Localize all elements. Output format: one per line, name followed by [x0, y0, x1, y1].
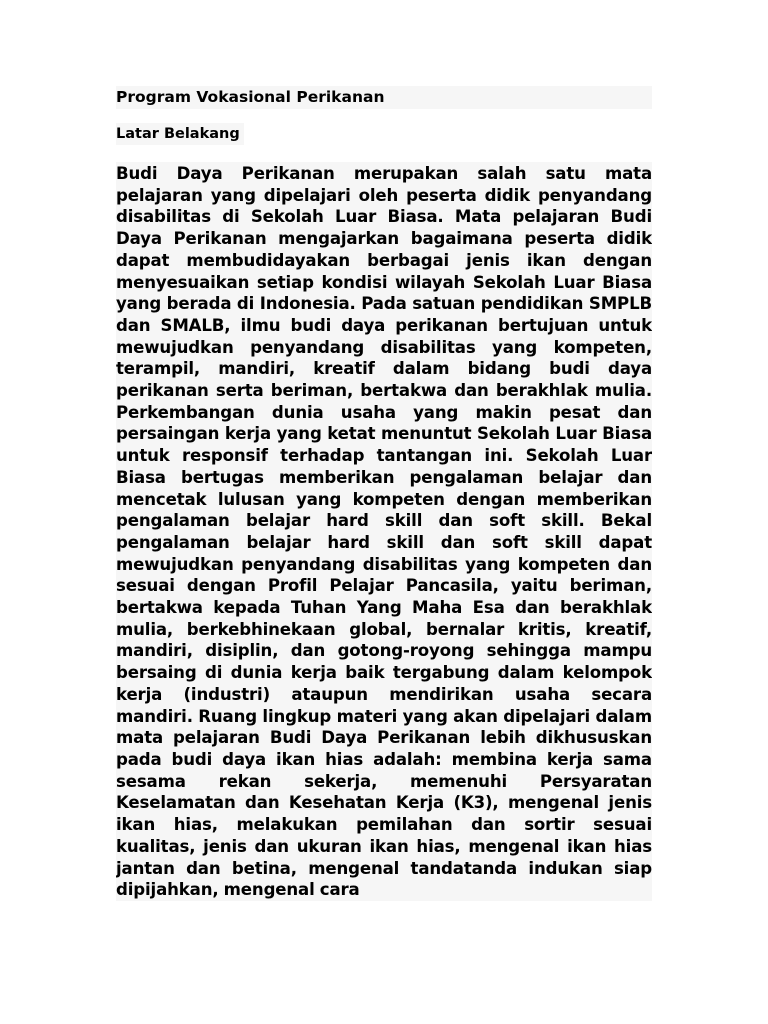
section-heading: Latar Belakang — [116, 123, 244, 145]
document-title: Program Vokasional Perikanan — [116, 86, 652, 109]
body-paragraph: Budi Daya Perikanan merupakan salah satu mata pelajaran yang dipelajari oleh peserta didik penyandang disabilitas di Sekolah Luar Biasa. Mata pelajaran Budi Daya Perikanan mengajarkan bagaimana peserta didik dapat membudidayakan berbagai jenis ikan dengan menyesuaikan setiap kondisi wilayah Sekolah Luar Biasa yang berada di Indonesia. Pada satuan pendidikan SMPLB dan SMALB, ilmu budi daya perikanan bertujuan untuk mewujudkan penyandang disabilitas yang kompeten, terampil, mandiri, kreatif dalam bidang budi daya perikanan serta beriman, bertakwa dan berakhlak mulia. Perkembangan dunia usaha yang makin pesat dan persaingan kerja yang ketat menuntut Sekolah Luar Biasa untuk responsif terhadap tantangan ini. Sekolah Luar Biasa bertugas memberikan pengalaman belajar dan mencetak lulusan yang kompeten dengan memberikan pengalaman belajar hard skill dan soft skill. Bekal pengalaman belajar hard skill dan soft skill dapat mewujudkan penyandang disabilitas yang kompeten dan sesuai dengan Profil Pelajar Pancasila, yaitu beriman, bertakwa kepada Tuhan Yang Maha Esa dan berakhlak mulia, berkebhinekaan global, bernalar kritis, kreatif, mandiri, disiplin, dan gotong-royong sehingga mampu bersaing di dunia kerja baik tergabung dalam kelompok kerja (industri) ataupun mendirikan usaha secara mandiri. Ruang lingkup materi yang akan dipelajari dalam mata pelajaran Budi Daya Perikanan lebih dikhususkan pada budi daya ikan hias adalah: membina kerja sama sesama rekan sekerja, memenuhi Persyaratan Keselamatan dan Kesehatan Kerja (K3), mengenal jenis ikan hias, melakukan pemilahan dan sortir sesuai kualitas, jenis dan ukuran ikan hias, mengenal ikan hias jantan dan betina, mengenal tandatanda indukan siap dipijahkan, mengenal cara — [116, 164, 652, 900]
document-page — [116, 86, 652, 901]
